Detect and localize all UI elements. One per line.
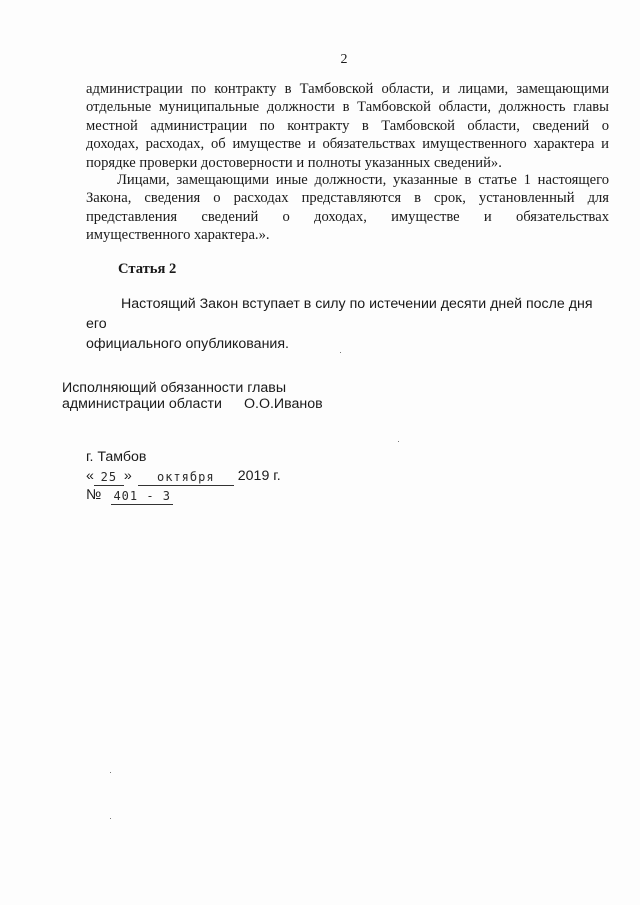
registration-number: 401 - З xyxy=(111,489,173,505)
scan-speck xyxy=(398,441,399,442)
scan-speck xyxy=(340,352,341,353)
date-line xyxy=(86,467,281,486)
date-close-quote: » xyxy=(123,468,132,484)
paragraph-line: имущественного характера.». xyxy=(86,227,270,244)
paragraph-line: Лицами, замещающими иные должности, указанные в статье 1 настоящего xyxy=(117,172,609,188)
date-day: 25 xyxy=(94,470,124,486)
paragraph-line: администрации по контракту в Тамбовской области, и лицами, замещающими xyxy=(86,81,609,97)
place-of-signing: г. Тамбов xyxy=(86,449,147,465)
paragraph-line: отдельные муниципальные должности в Тамбовской области, должность главы xyxy=(86,99,609,116)
paragraph-line: Настоящий Закон вступает в силу по истечении десяти дней после дня его xyxy=(86,296,593,332)
date-year: 2019 г. xyxy=(237,468,281,484)
paragraph-line: порядке проверки достоверности и полноты указанных сведений». xyxy=(86,154,502,171)
signature-block xyxy=(62,380,323,412)
number-line xyxy=(86,486,281,505)
scan-speck xyxy=(110,772,111,773)
signatory-name: О.О.Иванов xyxy=(243,396,323,412)
paragraph-line: Закона, сведения о расходах представляются в срок, установленный для xyxy=(86,190,609,207)
date-open-quote: « xyxy=(86,468,94,484)
paragraph-line: доходах, расходах, об имуществе и обязательствах имущественного характера и xyxy=(86,136,609,153)
date-month: октября xyxy=(138,470,234,486)
paragraph-2 xyxy=(86,171,609,245)
signature-title-line-2 xyxy=(62,396,323,412)
number-sign: № xyxy=(86,487,102,503)
article-heading: Статья 2 xyxy=(118,261,177,277)
paragraph-1 xyxy=(86,80,609,172)
paragraph-3 xyxy=(86,294,609,354)
page-number: 2 xyxy=(340,52,348,67)
paragraph-line: представления сведений о доходах, имуществе и обязательствах xyxy=(86,208,609,225)
scan-speck xyxy=(110,818,111,819)
signature-title-line-1: Исполняющий обязанности главы xyxy=(62,380,287,396)
place-date-block xyxy=(86,448,281,505)
paragraph-line: официального опубликования. xyxy=(86,336,289,352)
paragraph-line: местной администрации по контракту в Тамбовской области, сведений о xyxy=(86,117,609,134)
signature-title-line-2-text: администрации области xyxy=(62,396,222,412)
